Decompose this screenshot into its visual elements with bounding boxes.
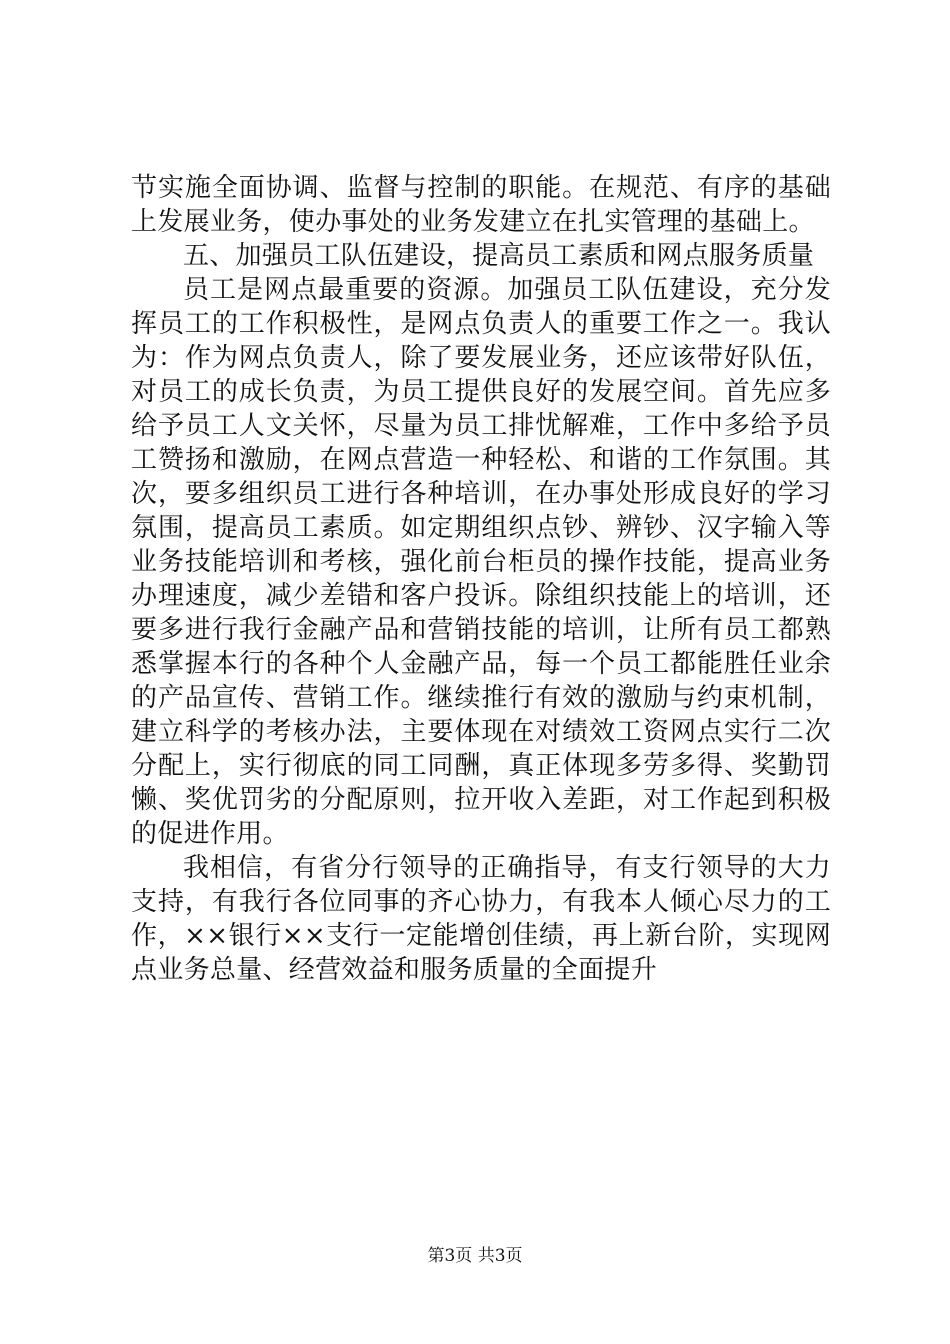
document-body (131, 171, 831, 987)
paragraph-continuation: 节实施全面协调、监督与控制的职能。在规范、有序的基础上发展业务，使办事处的业务发建立在扎实管理的基础上。 (131, 173, 831, 237)
section-heading: 五、加强员工队伍建设，提高员工素质和网点服务质量 (183, 241, 815, 271)
page-footer: 第3页 共3页 (427, 1246, 523, 1266)
paragraph-conclusion: 我相信，有省分行领导的正确指导，有支行领导的大力支持，有我行各位同事的齐心协力，有我本人倾心尽力的工作，××银行××支行一定能增创佳绩，再上新台阶，实现网点业务总量、经营效益和服务质量的全面提升 (131, 853, 831, 985)
paragraph-staff-building: 员工是网点最重要的资源。加强员工队伍建设，充分发挥员工的工作积极性，是网点负责人的重要工作之一。我认为：作为网点负责人，除了要发展业务，还应该带好队伍，对员工的成长负责，为员工提供良好的发展空间。首先应多给予员工人文关怀，尽量为员工排忧解难，工作中多给予员工赞扬和激励，在网点营造一种轻松、和谐的工作氛围。其次，要多组织员工进行各种培训，在办事处形成良好的学习氛围，提高员工素质。如定期组织点钞、辨钞、汉字输入等业务技能培训和考核，强化前台柜员的操作技能，提高业务办理速度，减少差错和客户投诉。除组织技能上的培训，还要多进行我行金融产品和营销技能的培训，让所有员工都熟悉掌握本行的各种个人金融产品，每一个员工都能胜任业余的产品宣传、营销工作。继续推行有效的激励与约束机制，建立科学的考核办法，主要体现在对绩效工资网点实行二次分配上，实行彻底的同工同酬，真正体现多劳多得、奖勤罚懒、奖优罚劣的分配原则，拉开收入差距，对工作起到积极的促进作用。 (131, 275, 831, 849)
